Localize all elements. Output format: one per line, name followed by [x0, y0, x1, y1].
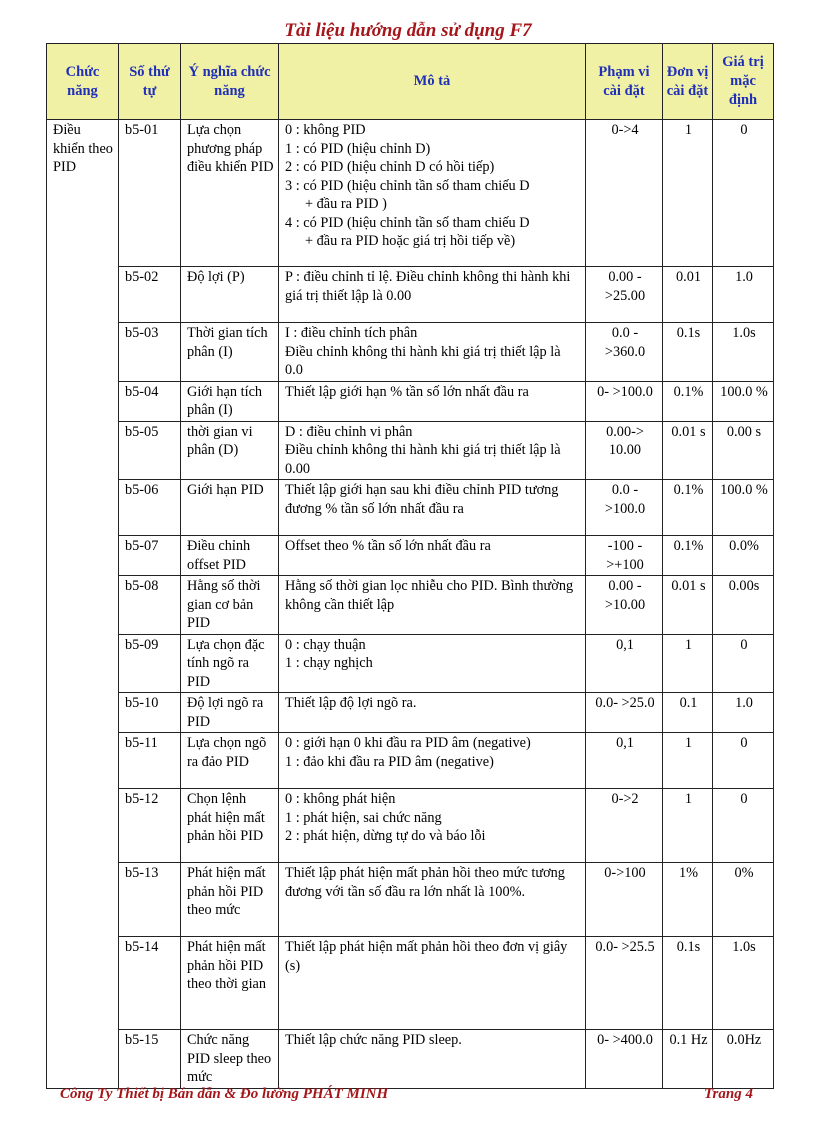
param-code-cell: b5-05 — [119, 421, 181, 480]
param-description-cell: 0 : không PID 1 : có PID (hiệu chỉnh D) 2 : có PID (hiệu chỉnh D có hồi tiếp) 3 : có PID (hiệu chỉnh tần số tham chiếu D + đầu ra PID ) 4 : có PID (hiệu chỉnh tần số tham chiếu D + đầu ra PID hoặc giá trị hồi tiếp về) — [279, 120, 586, 267]
table-row — [47, 267, 774, 323]
header-number: Số thứ tự — [119, 44, 181, 120]
param-default-cell: 100.0 % — [713, 480, 774, 536]
param-meaning-cell: Chức năng PID sleep theo mức — [181, 1030, 279, 1089]
param-range-cell: 0->100 — [586, 863, 663, 937]
param-default-cell: 0 — [713, 733, 774, 789]
param-description-cell: I : điều chỉnh tích phân Điều chỉnh không thi hành khi giá trị thiết lập là 0.0 — [279, 323, 586, 382]
param-unit-cell: 0.1 Hz — [663, 1030, 713, 1089]
footer-company: Công Ty Thiết bị Bán dẫn & Đo lường PHÁT MINH — [60, 1086, 389, 1102]
param-description-cell: Offset theo % tần số lớn nhất đầu ra — [279, 536, 586, 576]
param-unit-cell: 1 — [663, 120, 713, 267]
param-meaning-cell: Thời gian tích phân (I) — [181, 323, 279, 382]
param-code-cell: b5-04 — [119, 381, 181, 421]
table-row — [47, 536, 774, 576]
param-unit-cell: 0.1% — [663, 480, 713, 536]
param-default-cell: 100.0 % — [713, 381, 774, 421]
param-code-cell: b5-08 — [119, 576, 181, 635]
param-unit-cell: 0.1% — [663, 536, 713, 576]
param-meaning-cell: Độ lợi ngõ ra PID — [181, 693, 279, 733]
param-unit-cell: 0.1s — [663, 937, 713, 1030]
param-code-cell: b5-10 — [119, 693, 181, 733]
param-meaning-cell: Điều chỉnh offset PID — [181, 536, 279, 576]
param-meaning-cell: Lựa chọn phương pháp điều khiển PID — [181, 120, 279, 267]
param-range-cell: 0- >100.0 — [586, 381, 663, 421]
param-default-cell: 0.00s — [713, 576, 774, 635]
param-default-cell: 1.0 — [713, 693, 774, 733]
param-range-cell: 0.00 ->25.00 — [586, 267, 663, 323]
header-meaning: Ý nghĩa chức năng — [181, 44, 279, 120]
param-description-cell: Hằng số thời gian lọc nhiễu cho PID. Bình thường không cần thiết lập — [279, 576, 586, 635]
param-default-cell: 1.0s — [713, 937, 774, 1030]
param-unit-cell: 0.1% — [663, 381, 713, 421]
param-description-cell: Thiết lập giới hạn % tần số lớn nhất đầu ra — [279, 381, 586, 421]
param-description-cell: 0 : không phát hiện 1 : phát hiện, sai chức năng 2 : phát hiện, dừng tự do và báo lỗi — [279, 789, 586, 863]
table-row — [47, 733, 774, 789]
param-meaning-cell: Phát hiện mất phản hồi PID theo mức — [181, 863, 279, 937]
table-row — [47, 937, 774, 1030]
table-row — [47, 634, 774, 693]
param-default-cell: 1.0 — [713, 267, 774, 323]
param-meaning-cell: Giới hạn PID — [181, 480, 279, 536]
table-row — [47, 789, 774, 863]
param-range-cell: 0.0 ->360.0 — [586, 323, 663, 382]
param-code-cell: b5-13 — [119, 863, 181, 937]
param-range-cell: -100 ->+100 — [586, 536, 663, 576]
param-range-cell: 0->2 — [586, 789, 663, 863]
param-unit-cell: 0.1s — [663, 323, 713, 382]
param-unit-cell: 1 — [663, 634, 713, 693]
param-code-cell: b5-11 — [119, 733, 181, 789]
header-description: Mô tả — [279, 44, 586, 120]
param-code-cell: b5-02 — [119, 267, 181, 323]
table-row — [47, 421, 774, 480]
param-range-cell: 0.0- >25.0 — [586, 693, 663, 733]
param-default-cell: 0.0% — [713, 536, 774, 576]
param-unit-cell: 0.01 s — [663, 421, 713, 480]
param-meaning-cell: Lựa chọn ngõ ra đảo PID — [181, 733, 279, 789]
param-meaning-cell: Giới hạn tích phân (I) — [181, 381, 279, 421]
header-function: Chức năng — [47, 44, 119, 120]
param-range-cell: 0->4 — [586, 120, 663, 267]
table-row — [47, 576, 774, 635]
param-range-cell: 0,1 — [586, 634, 663, 693]
table-row — [47, 1030, 774, 1089]
param-default-cell: 1.0s — [713, 323, 774, 382]
header-range: Phạm vi cài đặt — [586, 44, 663, 120]
param-meaning-cell: Phát hiện mất phản hồi PID theo thời gian — [181, 937, 279, 1030]
param-range-cell: 0.0- >25.5 — [586, 937, 663, 1030]
param-range-cell: 0,1 — [586, 733, 663, 789]
table-row — [47, 381, 774, 421]
param-default-cell: 0 — [713, 634, 774, 693]
param-range-cell: 0.00 ->10.00 — [586, 576, 663, 635]
param-code-cell: b5-07 — [119, 536, 181, 576]
param-meaning-cell: thời gian vi phân (D) — [181, 421, 279, 480]
param-code-cell: b5-15 — [119, 1030, 181, 1089]
param-description-cell: Thiết lập chức năng PID sleep. — [279, 1030, 586, 1089]
param-unit-cell: 1 — [663, 733, 713, 789]
param-meaning-cell: Hằng số thời gian cơ bản PID — [181, 576, 279, 635]
param-range-cell: 0.00-> 10.00 — [586, 421, 663, 480]
param-range-cell: 0- >400.0 — [586, 1030, 663, 1089]
param-description-cell: 0 : giới hạn 0 khi đầu ra PID âm (negative) 1 : đảo khi đầu ra PID âm (negative) — [279, 733, 586, 789]
param-code-cell: b5-01 — [119, 120, 181, 267]
param-description-cell: P : điều chỉnh tỉ lệ. Điều chỉnh không thi hành khi giá trị thiết lập là 0.00 — [279, 267, 586, 323]
param-code-cell: b5-03 — [119, 323, 181, 382]
param-unit-cell: 1 — [663, 789, 713, 863]
header-default: Giá trị mặc định — [713, 44, 774, 120]
param-default-cell: 0% — [713, 863, 774, 937]
param-description-cell: Thiết lập độ lợi ngõ ra. — [279, 693, 586, 733]
param-code-cell: b5-12 — [119, 789, 181, 863]
param-meaning-cell: Chọn lệnh phát hiện mất phản hồi PID — [181, 789, 279, 863]
param-code-cell: b5-09 — [119, 634, 181, 693]
param-description-cell: D : điều chỉnh vi phân Điều chỉnh không thi hành khi giá trị thiết lập là 0.00 — [279, 421, 586, 480]
param-description-cell: Thiết lập phát hiện mất phản hồi theo mức tương đương với tần số đầu ra lớn nhất là 100%. — [279, 863, 586, 937]
param-description-cell: Thiết lập giới hạn sau khi điều chỉnh PID tương đương % tần số lớn nhất đầu ra — [279, 480, 586, 536]
param-default-cell: 0 — [713, 120, 774, 267]
table-row — [47, 863, 774, 937]
param-unit-cell: 0.01 s — [663, 576, 713, 635]
param-description-cell: 0 : chạy thuận 1 : chạy nghịch — [279, 634, 586, 693]
param-description-cell: Thiết lập phát hiện mất phản hồi theo đơn vị giây (s) — [279, 937, 586, 1030]
param-default-cell: 0 — [713, 789, 774, 863]
table-row — [47, 120, 774, 267]
table-row — [47, 693, 774, 733]
table-row — [47, 323, 774, 382]
param-unit-cell: 1% — [663, 863, 713, 937]
param-default-cell: 0.00 s — [713, 421, 774, 480]
param-meaning-cell: Lựa chọn đặc tính ngõ ra PID — [181, 634, 279, 693]
header-unit: Đơn vị cài đặt — [663, 44, 713, 120]
document-title: Tài liệu hướng dẫn sử dụng F7 — [284, 20, 532, 41]
param-default-cell: 0.0Hz — [713, 1030, 774, 1089]
param-unit-cell: 0.01 — [663, 267, 713, 323]
param-range-cell: 0.0 ->100.0 — [586, 480, 663, 536]
param-code-cell: b5-14 — [119, 937, 181, 1030]
header-row — [47, 44, 774, 120]
param-unit-cell: 0.1 — [663, 693, 713, 733]
footer-page-number: Trang 4 — [703, 1086, 753, 1102]
table-row — [47, 480, 774, 536]
function-group-cell: Điều khiển theo PID — [47, 120, 119, 1089]
parameter-table — [46, 43, 774, 1089]
param-meaning-cell: Độ lợi (P) — [181, 267, 279, 323]
param-code-cell: b5-06 — [119, 480, 181, 536]
